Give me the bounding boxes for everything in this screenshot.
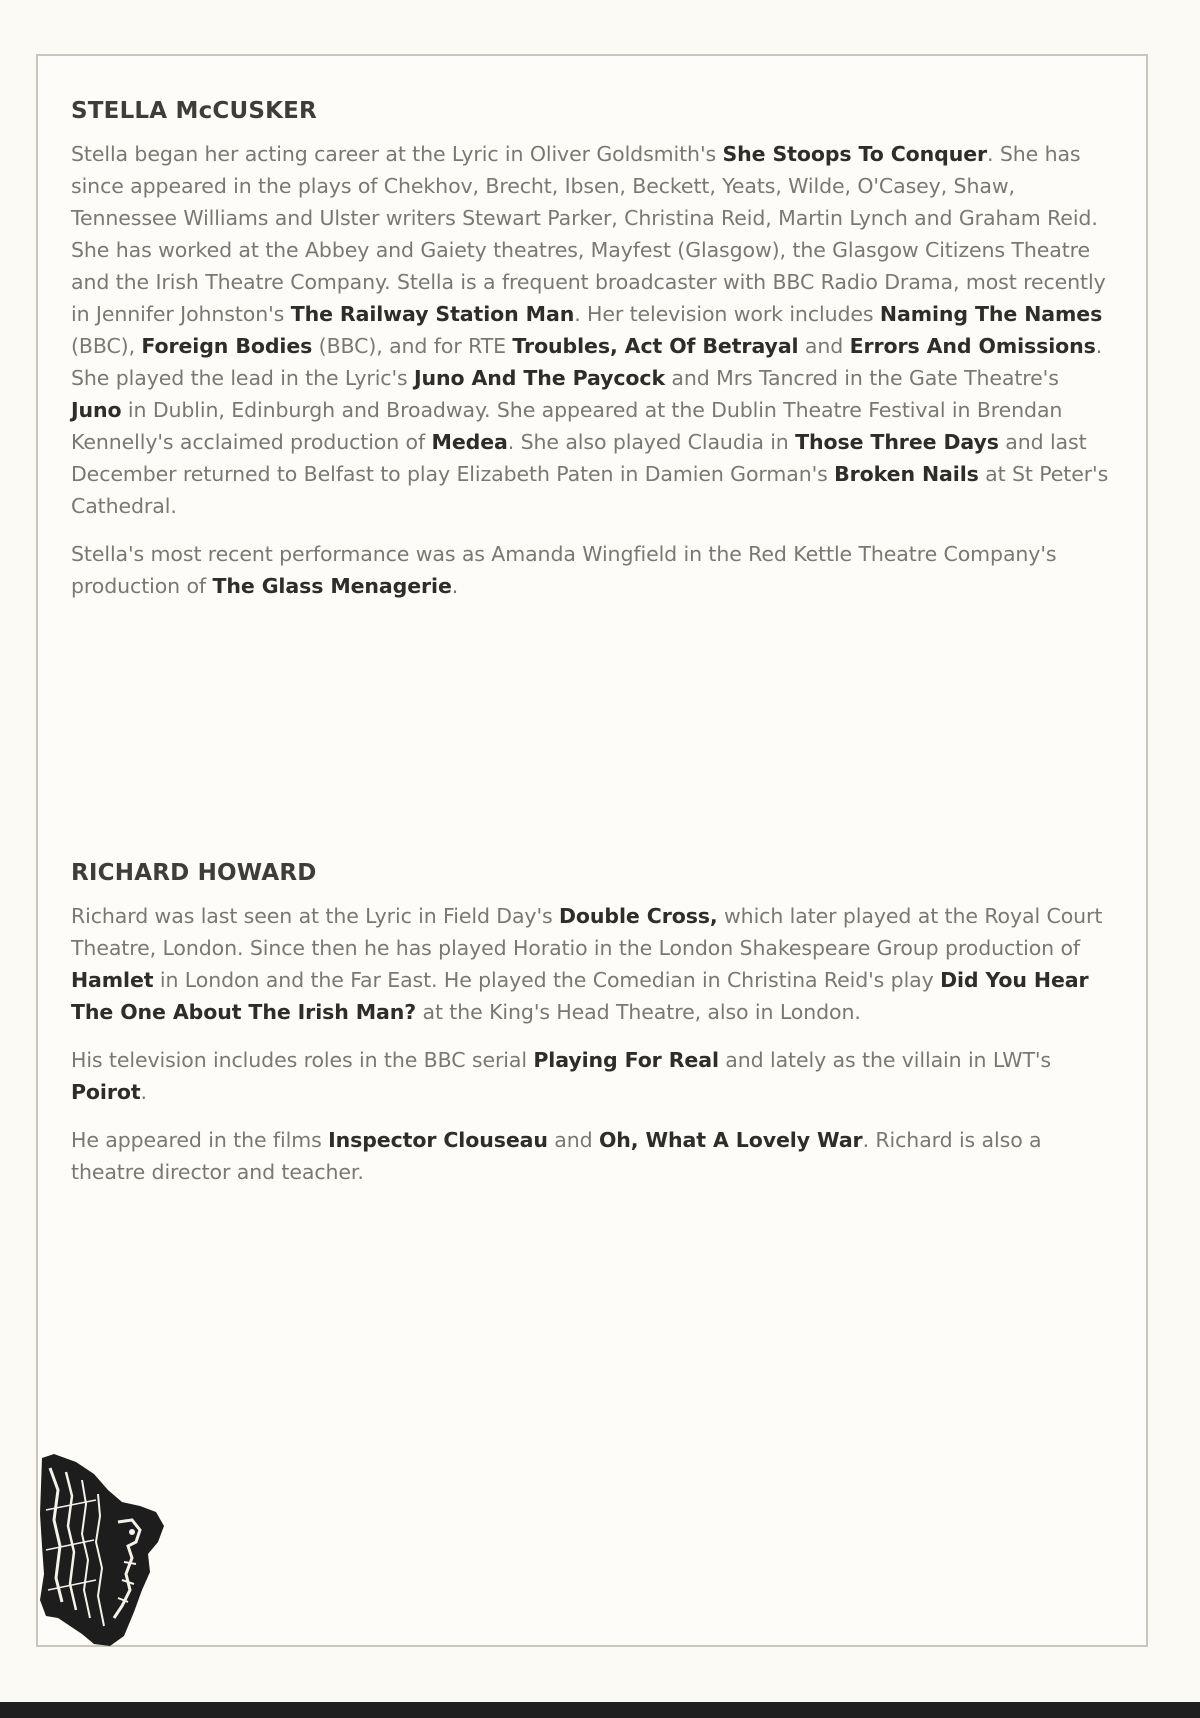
bio-text: and (547, 1128, 599, 1152)
bio-body (71, 138, 1111, 602)
work-title: Troubles, Act Of Betrayal (512, 334, 799, 358)
bio-paragraph (71, 138, 1111, 522)
work-title: Inspector Clouseau (328, 1128, 548, 1152)
bio-text: . (140, 1080, 147, 1104)
bio-text: His television includes roles in the BBC serial (71, 1048, 534, 1072)
bio-text: . She has since appeared in the plays of Chekhov, Brecht, Ibsen, Beckett, Yeats, Wilde, O'Casey, Shaw, Tennessee Williams and Ulster writers Stewart Parker, Christina Reid, Martin Lynch and Graham Reid. She has worked at the Abbey and Gaiety theatres, Mayfest (Glasgow), the Glasgow Citizens Theatre and the Irish Theatre Company. Stella is a frequent broadcaster with BBC Radio Drama, most recently in Jennifer Johnston's (71, 142, 1106, 326)
bio-paragraph (71, 900, 1111, 1028)
bio-paragraph (71, 1124, 1111, 1188)
bio-text: in Dublin, Edinburgh and Broadway. She appeared at the Dublin Theatre Festival in Brendan Kennelly's acclaimed production of (71, 398, 1063, 454)
bio-text: (BBC), (71, 334, 142, 358)
bio-text: . She played the lead in the Lyric's (71, 334, 1103, 390)
bio-paragraph (71, 1044, 1111, 1108)
work-title: Playing For Real (533, 1048, 719, 1072)
work-title: She Stoops To Conquer (722, 142, 988, 166)
work-title: Foreign Bodies (141, 334, 313, 358)
work-title: Double Cross, (559, 904, 718, 928)
bio-text: which later played at the Royal Court Theatre, London. Since then he has played Horatio in the London Shakespeare Group production of (71, 904, 1103, 960)
bio-text: and last December returned to Belfast to play Elizabeth Paten in Damien Gorman's (71, 430, 1087, 486)
work-title: Did You Hear The One About The Irish Man? (71, 968, 1089, 1024)
bio-text: . Richard is also a theatre director and teacher. (71, 1128, 1042, 1184)
work-title: The Railway Station Man (290, 302, 575, 326)
work-title: Those Three Days (795, 430, 999, 454)
work-title: Poirot (71, 1080, 141, 1104)
work-title: Hamlet (71, 968, 154, 992)
harp-figurehead-icon (36, 1450, 171, 1648)
work-title: Juno And The Paycock (414, 366, 665, 390)
bio-text: He appeared in the films (71, 1128, 329, 1152)
bio-text: (BBC), and for RTE (312, 334, 513, 358)
bio-text: . Her television work includes (574, 302, 880, 326)
work-title: Juno (71, 398, 122, 422)
bio-text: . She also played Claudia in (507, 430, 796, 454)
work-title: Broken Nails (834, 462, 979, 486)
bio-text: and lately as the villain in LWT's (718, 1048, 1051, 1072)
bio-stella-mccusker (71, 98, 1111, 618)
bio-richard-howard (71, 860, 1111, 1204)
bio-paragraph (71, 538, 1111, 602)
bottom-band (0, 1702, 1200, 1718)
bio-text: at the King's Head Theatre, also in London. (416, 1000, 861, 1024)
work-title: Medea (431, 430, 508, 454)
work-title: The Glass Menagerie (212, 574, 452, 598)
bio-text: at St Peter's Cathedral. (71, 462, 1109, 518)
bio-text: . (451, 574, 459, 598)
bio-heading: RICHARD HOWARD (71, 860, 317, 886)
work-title: Oh, What A Lovely War (598, 1128, 863, 1152)
bio-heading: STELLA McCUSKER (71, 98, 317, 124)
bio-text: Stella's most recent performance was as Amanda Wingfield in the Red Kettle Theatre Company's production of (71, 542, 1057, 598)
bio-text: Stella began her acting career at the Lyric in Oliver Goldsmith's (71, 142, 723, 166)
bio-text: Richard was last seen at the Lyric in Field Day's (71, 904, 560, 928)
bio-body (71, 900, 1111, 1188)
bio-text: and Mrs Tancred in the Gate Theatre's (665, 366, 1059, 390)
work-title: Naming The Names (879, 302, 1103, 326)
bio-text: and (798, 334, 850, 358)
work-title: Errors And Omissions (849, 334, 1096, 358)
bio-text: in London and the Far East. He played the Comedian in Christina Reid's play (153, 968, 941, 992)
